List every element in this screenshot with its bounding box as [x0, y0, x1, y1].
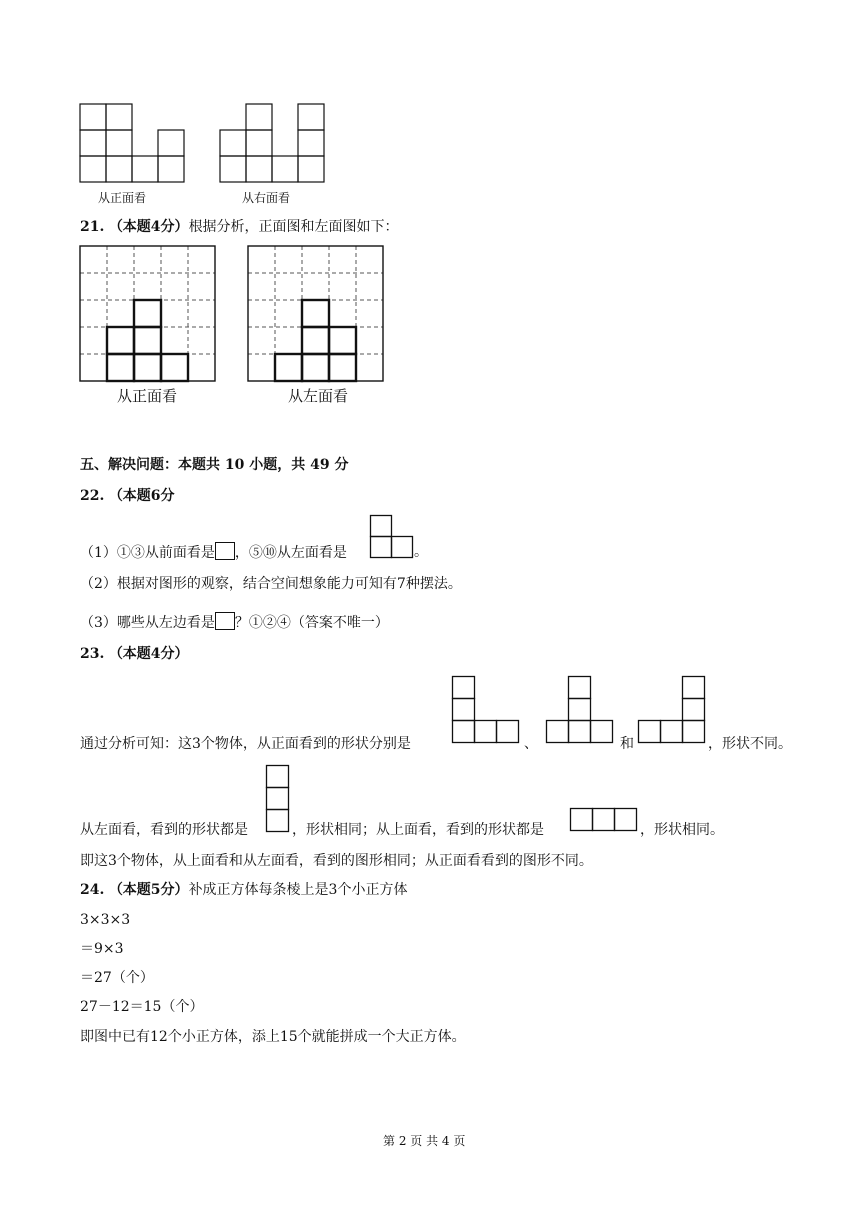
q23-separator-2: 和 [620, 736, 634, 752]
question-22-number: 22. [80, 488, 105, 504]
question-24-number: 24. [80, 882, 105, 898]
front-view-figure-20 [80, 104, 190, 184]
q23-left-shape [266, 765, 292, 833]
q22-left-view-shape [370, 515, 416, 559]
q22-line-1-part-a: （1）①③从前面看是 [80, 545, 215, 561]
q21-left-view-grid [248, 246, 384, 382]
question-24-line [80, 880, 407, 900]
question-22-line [80, 486, 175, 506]
single-square-icon [215, 542, 235, 560]
q24-conclusion: 即图中已有12个小正方体，添上15个就能拼成一个大正方体。 [80, 1029, 466, 1045]
q23-top-shape [570, 808, 642, 834]
q22-line-3 [80, 612, 389, 633]
question-22-header: （本题6分 [108, 488, 175, 504]
q23-line-2-part-c: ，形状相同。 [640, 822, 724, 838]
right-view-figure-20 [220, 104, 330, 184]
q24-calc-1: 3×3×3 [80, 912, 131, 928]
q22-line-3-part-a: （3）哪些从左边看是 [80, 615, 215, 631]
q22-line-3-part-b: ？①②④（答案不唯一） [234, 615, 389, 631]
question-21-text: 根据分析，正面图和左面图如下： [188, 219, 399, 235]
q23-line-1-part-a: 通过分析可知：这3个物体，从正面看到的形状分别是 [80, 736, 411, 752]
question-24-text: 补成正方体每条棱上是3个小正方体 [188, 882, 408, 898]
question-21-header: （本题4分） [108, 219, 189, 235]
q23-line-2-part-b: ，形状相同；从上面看，看到的形状都是 [292, 822, 544, 838]
q24-calc-3: ＝27（个） [80, 970, 154, 986]
q22-line-1-part-b: ，⑤⑩从左面看是 [234, 545, 347, 561]
question-24-header: （本题5分） [108, 882, 189, 898]
q23-line-2-part-a: 从左面看，看到的形状都是 [80, 822, 248, 838]
single-square-icon [215, 612, 235, 630]
q23-separator-1: 、 [524, 736, 538, 752]
question-21-number: 21. [80, 219, 105, 235]
question-23-number: 23. [80, 646, 105, 662]
right-view-caption-20: 从右面看 [242, 191, 291, 205]
question-23-header: （本题4分） [108, 646, 189, 662]
question-21-line [80, 217, 399, 237]
q21-front-caption: 从正面看 [117, 387, 178, 405]
q22-line-2: （2）根据对图形的观察，结合空间想象能力可知有7种摆法。 [80, 576, 462, 592]
q24-calc-4: 27－12＝15（个） [80, 999, 204, 1015]
q23-front-shape-2 [546, 676, 618, 744]
question-23-line [80, 644, 189, 664]
q23-front-shape-1 [452, 676, 524, 744]
q23-front-shape-3 [638, 676, 710, 744]
q24-calc-2: ＝9×3 [80, 941, 124, 957]
q23-line-3: 即这3个物体，从上面看和从左面看，看到的图形相同；从正面看看到的图形不同。 [80, 853, 593, 869]
q22-line-1-end: 。 [414, 544, 428, 560]
front-view-caption-20: 从正面看 [98, 191, 147, 205]
q22-line-1 [80, 542, 347, 563]
section-5-title: 五、解决问题：本题共 10 小题，共 49 分 [80, 457, 349, 473]
q21-front-view-grid [80, 246, 216, 382]
page-number-footer: 第 2 页 共 4 页 [383, 1134, 466, 1148]
q23-line-1-part-b: ，形状不同。 [708, 736, 792, 752]
q21-left-caption: 从左面看 [288, 387, 349, 405]
